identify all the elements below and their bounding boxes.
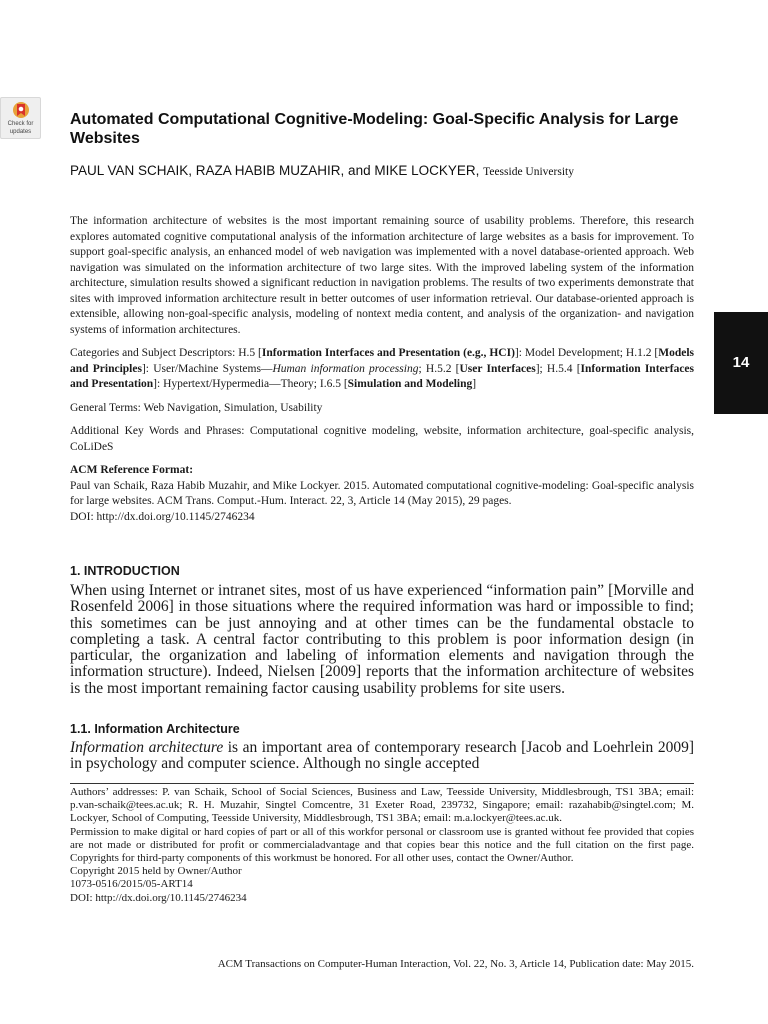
footnote-copyright: Copyright 2015 held by Owner/Author (70, 865, 242, 878)
footnotes-block (70, 786, 694, 905)
information-architecture-paragraph (70, 740, 694, 773)
ccs-text-6: ] (472, 378, 477, 390)
footnote-permission: Permission to make digital or hard copies of part or all of this workfor personal or classroom use is granted without fee provided that copies are not made or distributed for profit or commercialadvantage and that copies bear this notice and the full citation on the first page. Copyrights for third-party components of this workmust be honored. For all other uses, contact the Owner/Author. (70, 825, 694, 865)
ccs-text-2: ]: User/Machine Systems— (141, 362, 273, 375)
ccs-bold-3: User Interfaces (459, 362, 536, 375)
paper-title: Automated Computational Cognitive-Modeling: Goal-Specific Analysis for Large Websites (70, 111, 679, 147)
ccs-prefix: Categories and Subject Descriptors: H.5 [ (70, 347, 262, 359)
section-heading-introduction: 1. INTRODUCTION (70, 564, 180, 578)
ia-body-text: is an important area of contemporary research [Jacob and Loehrlein 2009] in psychology and computer science. Although no single accepted (70, 739, 694, 773)
ccs-text-1: ]: Model Development; H.1.2 [ (514, 347, 659, 359)
author-names: PAUL VAN SCHAIK, RAZA HABIB MUZAHIR, and MIKE LOCKYER, (70, 163, 480, 178)
check-for-updates-badge[interactable] (0, 97, 41, 139)
abstract-block (70, 214, 694, 525)
ccs-bold-5: Simulation and Modeling (347, 378, 473, 390)
ccs-bold-1: Information Interfaces and Presentation (e.g., HCI) (261, 347, 515, 359)
author-affiliation: Teesside University (483, 166, 574, 178)
article-number-tab: 14 (714, 312, 768, 414)
ccs-text-3: ; H.5.2 [ (418, 362, 460, 375)
ccs-text-5: ]: Hypertext/Hypermedia—Theory; I.6.5 [ (153, 378, 348, 390)
footnote-doi[interactable]: DOI: http://dx.doi.org/10.1145/2746234 (70, 891, 247, 904)
bookmark-ribbon-icon (11, 101, 31, 120)
footnote-issn: 1073-0516/2015/05-ART14 (70, 878, 193, 891)
subsection-heading-information-architecture: 1.1. Information Architecture (70, 722, 240, 736)
author-line (70, 162, 710, 181)
badge-label-line2: updates (9, 128, 32, 135)
footnote-addresses: Authors’ addresses: P. van Schaik, School of Social Sciences, Business and Law, Teesside University, Middlesbrough, TS1 3BA; email: p.van-schaik@tees.ac.uk; R. H. Muzahir, Singtel Comcentre, 31 Exeter Road, 239732, Singapore; email: razahabib@singtel.com; M. Lockyer, School of Computing, Teesside University, Middlesbrough, TS1 3BA; email: m.a.lockyer@tees.ac.uk. (70, 786, 694, 825)
abstract-text: The information architecture of websites is the most important remaining source of usability problems. Therefore, this research explores automated cognitive computational analysis of the information architecture of large websites as a basis for improvement. To support goal-specific analysis, an enhanced model of web navigation was implemented with a novel database-oriented approach. Web navigation was simulated on the information architecture of two large sites. With the improved labeling system of the information architecture, simulation results showed a significant reduction in navigation problems. The results of two experiments demonstrate that sites with improved information architecture result in better outcomes of user information retrieval. Our database-oriented approach is extensible, allowing non-goal-specific analysis, modeling of nontext media content, and analysis of the organization- and navigation systems of information architectures. (70, 215, 694, 336)
acm-reference-citation: Paul van Schaik, Raza Habib Muzahir, and Mike Lockyer. 2015. Automated computational cognitive-modeling: Goal-specific analysis for large websites. ACM Trans. Comput.-Hum. Interact. 22, 3, Article 14 (May 2015), 29 pages. (70, 479, 694, 507)
acm-reference-heading: ACM Reference Format: (70, 464, 194, 476)
general-terms: General Terms: Web Navigation, Simulation, Usability (70, 401, 323, 414)
running-footer: ACM Transactions on Computer-Human Interaction, Vol. 22, No. 3, Article 14, Publication date: May 2015. (217, 958, 694, 970)
ccs-descriptors (70, 346, 694, 393)
badge-label-line1: Check for (7, 121, 34, 127)
keywords: Additional Key Words and Phrases: Computational cognitive modeling, website, information architecture, goal-specific analysis, CoLiDeS (70, 425, 694, 453)
ccs-bold-4: Information Interfaces and Presentation (70, 362, 694, 390)
ia-term: Information architecture (70, 739, 224, 756)
ccs-italic-1: Human information processing (272, 362, 419, 375)
footnote-divider (70, 783, 694, 784)
introduction-paragraph: When using Internet or intranet sites, most of us have experienced “information pain” [Morville and Rosenfeld 2006] in those situations where the required information was hard or impossible to find; this sometimes can be just annoying and at other times can be the fundamental obstacle to completing a task. A central factor contributing to this problem is poor information design (in particular, the organization and labeling of information elements and navigation through the information structure). Indeed, Nielsen [2009] reports that the information architecture of websites is the most important remaining factor causing usability problems for site users. (70, 582, 694, 697)
acm-reference-doi[interactable]: DOI: http://dx.doi.org/10.1145/2746234 (70, 510, 255, 523)
ccs-bold-2: Models and Principles (70, 347, 694, 375)
ccs-text-4: ]; H.5.4 [ (535, 362, 581, 375)
